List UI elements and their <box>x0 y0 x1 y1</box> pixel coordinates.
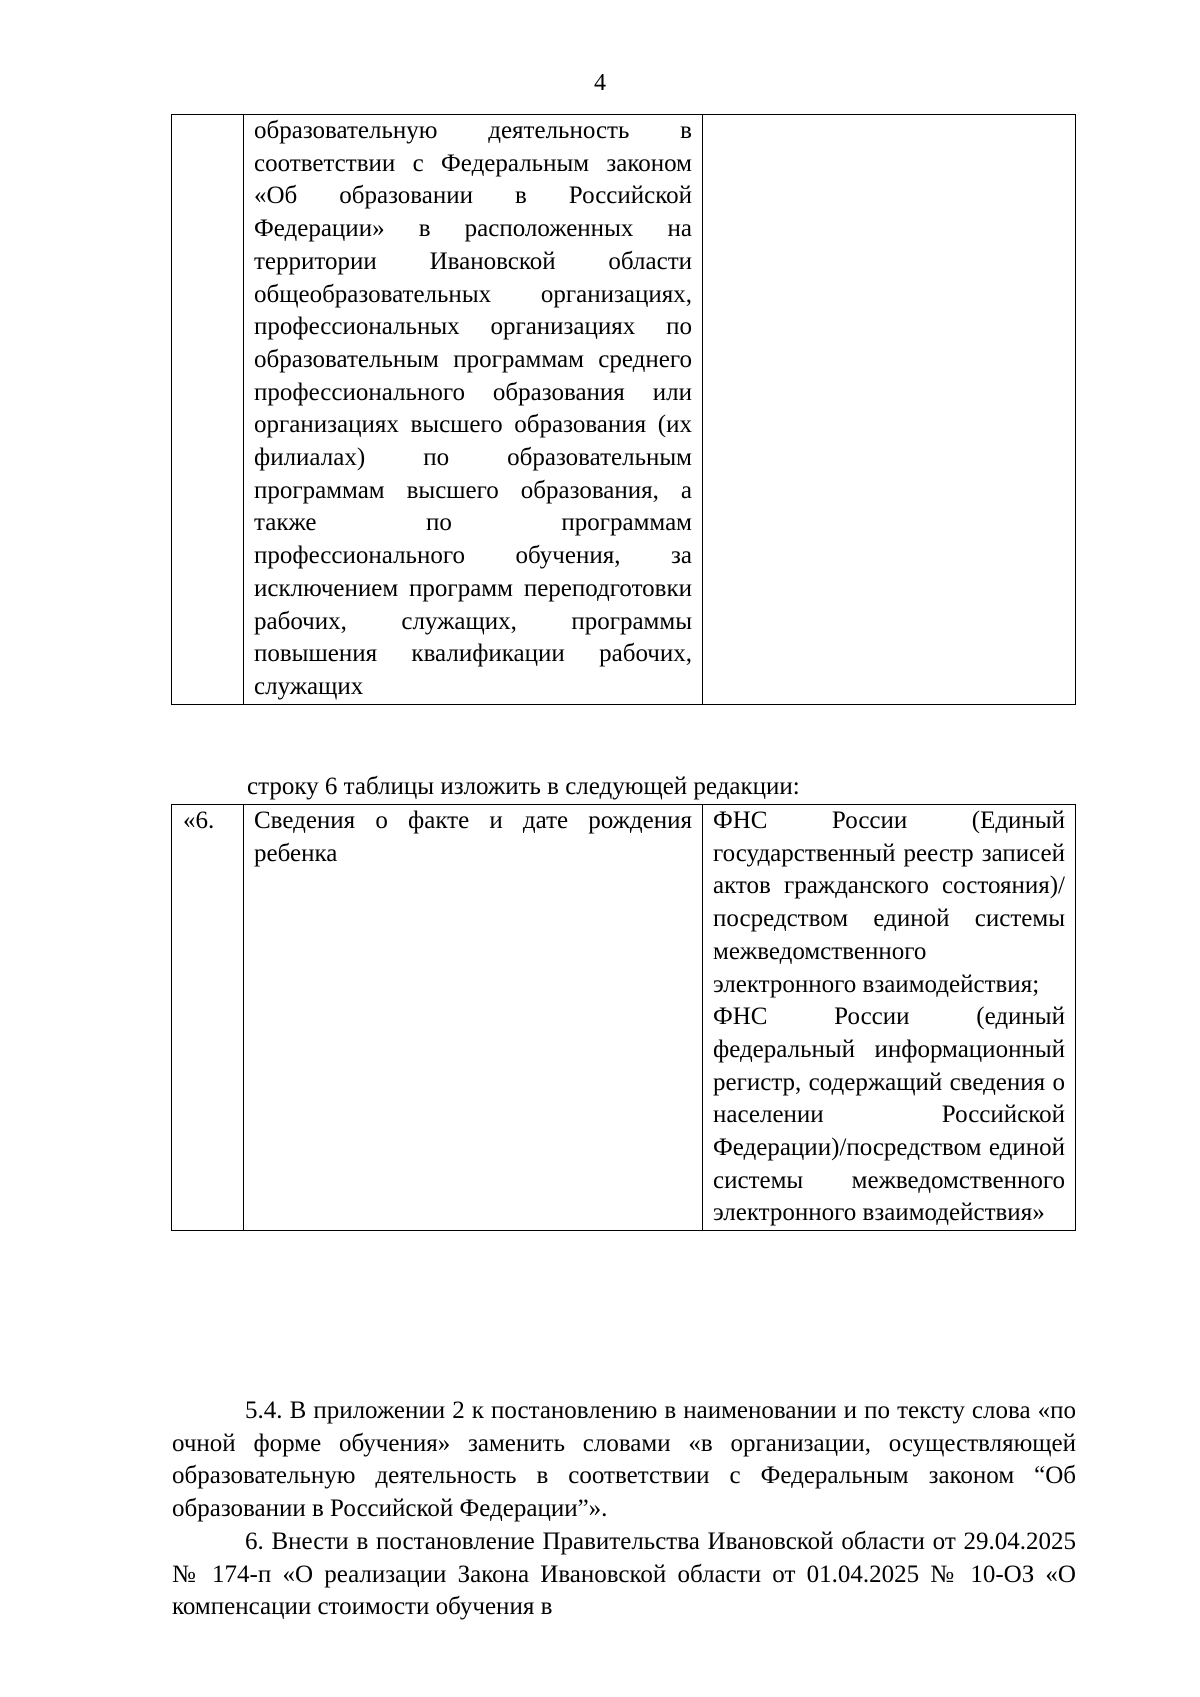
table-cell-number: «6. <box>172 805 244 1231</box>
source-entry: ФНС России (Единый государственный реестр записей актов гражданского состояния)/посредством единой системы межведомственного электронного взаимодействия; <box>713 807 1065 998</box>
table-cell-source <box>703 805 1076 1231</box>
table-cell-source <box>703 115 1076 705</box>
source-entry: ФНС России (единый федеральный информационный регистр, содержащий сведения о населении Российской Федерации)/посредством единой системы межведомственного электронного взаимодействия» <box>713 1003 1065 1227</box>
paragraph-5-4: 5.4. В приложении 2 к постановлению в наименовании и по тексту слова «по очной форме обучения» заменить словами «в организации, осуществляющей образовательную деятельность в соответствии с Федеральным законом “Об образовании в Российской Федерации”». <box>172 1397 1076 1523</box>
table-row <box>172 115 1076 705</box>
table-row-6 <box>171 804 1076 1231</box>
table-row <box>172 805 1076 1231</box>
table-intro-text: строку 6 таблицы изложить в следующей редакции: <box>247 773 800 800</box>
table-continued <box>171 114 1076 705</box>
table-cell-number <box>172 115 244 705</box>
table-cell-name: образовательную деятельность в соответствии с Федеральным законом «Об образовании в Российской Федерации» в расположенных на территории Ивановской области общеобразовательных организациях, профессиональных организациях по образовательным программам среднего профессионального образования или организациях высшего образования (их филиалах) по образовательным программам высшего образования, а также по программам профессионального обучения, за исключением программ переподготовки рабочих, служащих, программы повышения квалификации рабочих, служащих <box>244 115 703 705</box>
table-cell-name: Сведения о факте и дате рождения ребенка <box>244 805 703 1231</box>
paragraph-6: 6. Внести в постановление Правительства Ивановской области от 29.04.2025 № 174-п «О реализации Закона Ивановской области от 01.04.2025 № 10-ОЗ «О компенсации стоимости обучения в <box>172 1528 1076 1621</box>
page-number: 4 <box>594 70 606 96</box>
